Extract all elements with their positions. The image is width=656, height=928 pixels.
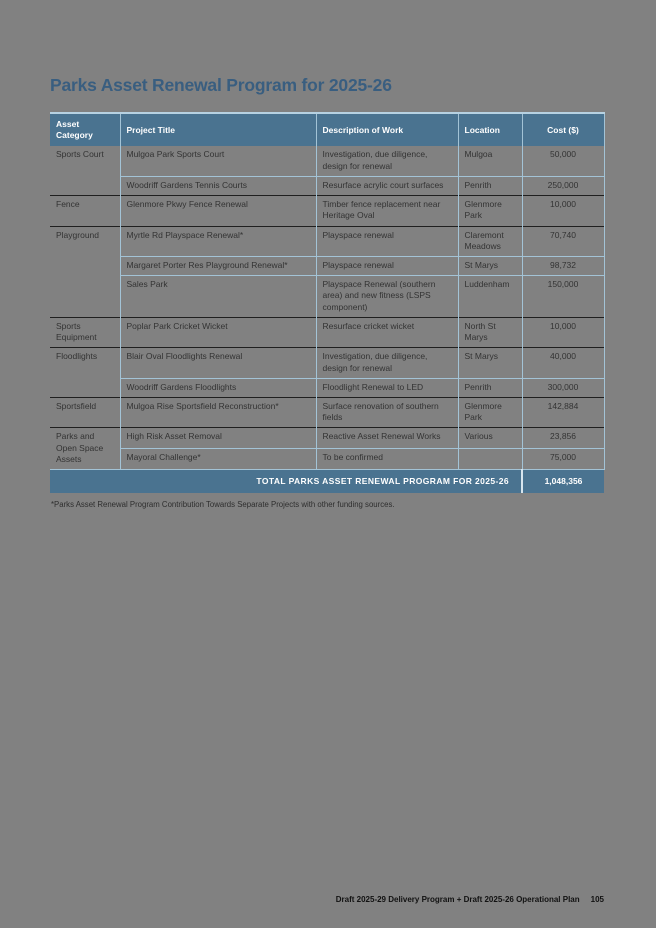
location-cell: Various [458, 428, 522, 449]
description-cell: Playspace renewal [316, 226, 458, 256]
location-cell: Penrith [458, 176, 522, 195]
description-cell: Investigation, due diligence, design for renewal [316, 348, 458, 378]
table-row [50, 348, 604, 378]
table-body [50, 146, 604, 469]
description-cell: Investigation, due diligence, design for renewal [316, 146, 458, 176]
description-cell: Reactive Asset Renewal Works [316, 428, 458, 449]
cost-cell: 250,000 [522, 176, 604, 195]
project-title-cell: Glenmore Pkwy Fence Renewal [120, 196, 316, 226]
table-footnote: *Parks Asset Renewal Program Contribution Towards Separate Projects with other funding sources. [51, 500, 395, 510]
table-row [50, 397, 604, 427]
cost-cell: 50,000 [522, 146, 604, 176]
project-title-cell: Poplar Park Cricket Wicket [120, 317, 316, 347]
table-row [50, 256, 604, 275]
cost-cell: 300,000 [522, 378, 604, 397]
table-row [50, 449, 604, 470]
project-title-cell: Myrtle Rd Playspace Renewal* [120, 226, 316, 256]
project-title-cell: Margaret Porter Res Playground Renewal* [120, 256, 316, 275]
column-header-project-title: Project Title [120, 113, 316, 146]
project-title-cell: Mulgoa Park Sports Court [120, 146, 316, 176]
total-label: TOTAL PARKS ASSET RENEWAL PROGRAM FOR 2025-26 [50, 470, 522, 494]
asset-category-cell: Fence [50, 196, 120, 226]
description-cell: Surface renovation of southern fields [316, 397, 458, 427]
description-cell: Floodlight Renewal to LED [316, 378, 458, 397]
table-row [50, 226, 604, 256]
cost-cell: 150,000 [522, 276, 604, 318]
project-title-cell: Blair Oval Floodlights Renewal [120, 348, 316, 378]
cost-cell: 10,000 [522, 196, 604, 226]
description-cell: Playspace Renewal (southern area) and new fitness (LSPS component) [316, 276, 458, 318]
cost-cell: 40,000 [522, 348, 604, 378]
description-cell: Playspace renewal [316, 256, 458, 275]
description-cell: Resurface acrylic court surfaces [316, 176, 458, 195]
asset-category-cell: Playground [50, 226, 120, 317]
location-cell: St Marys [458, 256, 522, 275]
cost-cell: 23,856 [522, 428, 604, 449]
cost-cell: 70,740 [522, 226, 604, 256]
column-header-cost: Cost ($) [522, 113, 604, 146]
location-cell: Luddenham [458, 276, 522, 318]
table-row [50, 317, 604, 347]
total-cost-value: 1,048,356 [522, 470, 604, 494]
location-cell: Glenmore Park [458, 397, 522, 427]
table-row [50, 176, 604, 195]
project-title-cell: Mayoral Challenge* [120, 449, 316, 470]
asset-category-cell: Sports Equipment [50, 317, 120, 347]
description-cell: Resurface cricket wicket [316, 317, 458, 347]
cost-cell: 75,000 [522, 449, 604, 470]
project-title-cell: High Risk Asset Removal [120, 428, 316, 449]
location-cell [458, 449, 522, 470]
description-cell: To be confirmed [316, 449, 458, 470]
table-row [50, 276, 604, 318]
column-header-location: Location [458, 113, 522, 146]
cost-cell: 98,732 [522, 256, 604, 275]
location-cell: North St Marys [458, 317, 522, 347]
footer-page-number: 105 [590, 895, 604, 904]
table-row [50, 428, 604, 449]
asset-category-cell: Floodlights [50, 348, 120, 398]
column-header-description: Description of Work [316, 113, 458, 146]
location-cell: Claremont Meadows [458, 226, 522, 256]
project-title-cell: Woodriff Gardens Floodlights [120, 378, 316, 397]
location-cell: Glenmore Park [458, 196, 522, 226]
footer-text: Draft 2025-29 Delivery Program + Draft 2025-26 Operational Plan [335, 895, 580, 904]
table-row [50, 378, 604, 397]
parks-asset-renewal-table [50, 112, 605, 493]
table-row [50, 196, 604, 226]
location-cell: St Marys [458, 348, 522, 378]
column-header-asset-category: Asset Category [50, 113, 120, 146]
asset-category-cell: Sportsfield [50, 397, 120, 427]
table-header [50, 113, 604, 146]
page-footer [336, 895, 604, 904]
location-cell: Mulgoa [458, 146, 522, 176]
cost-cell: 10,000 [522, 317, 604, 347]
table-row [50, 146, 604, 176]
table-total-row [50, 470, 604, 494]
project-title-cell: Sales Park [120, 276, 316, 318]
location-cell: Penrith [458, 378, 522, 397]
page-title: Parks Asset Renewal Program for 2025-26 [50, 75, 392, 95]
cost-cell: 142,884 [522, 397, 604, 427]
asset-category-cell: Parks and Open Space Assets [50, 428, 120, 470]
asset-category-cell: Sports Court [56, 149, 104, 160]
description-cell: Timber fence replacement near Heritage Oval [316, 196, 458, 226]
project-title-cell: Woodriff Gardens Tennis Courts [120, 176, 316, 195]
project-title-cell: Mulgoa Rise Sportsfield Reconstruction* [120, 397, 316, 427]
